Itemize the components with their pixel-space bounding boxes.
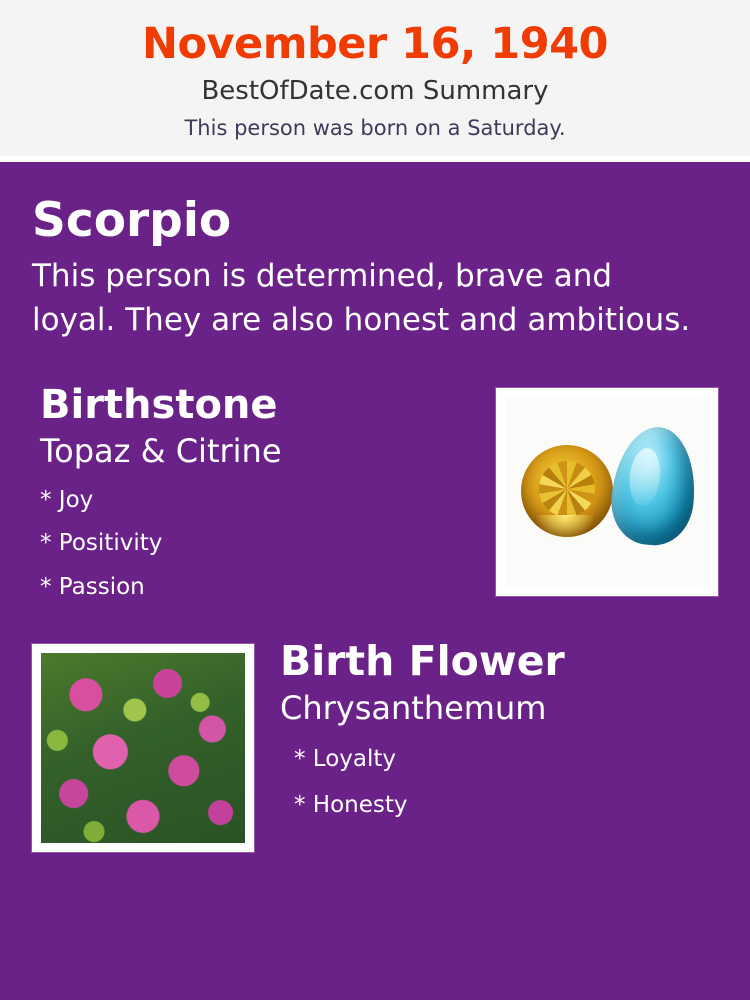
birthstone-text (32, 381, 496, 600)
birth-flower-photo-frame (32, 644, 254, 852)
birthstone-photo-frame (496, 388, 718, 596)
birth-flower-title: Birth Flower (280, 636, 565, 685)
birthstone-gems-icon (505, 397, 709, 587)
header (0, 0, 750, 156)
birthstone-trait: * Passion (40, 573, 145, 600)
site-subtitle: BestOfDate.com Summary (201, 76, 549, 107)
main-content (0, 162, 750, 1000)
chrysanthemum-flower-icon (41, 653, 245, 843)
born-day-text: This person was born on a Saturday. (184, 116, 566, 141)
birthstone-trait: * Positivity (40, 530, 163, 557)
birthstone-title: Birthstone (40, 381, 278, 428)
birthstone-names: Topaz & Citrine (40, 431, 282, 470)
zodiac-sign-name: Scorpio (32, 193, 232, 249)
citrine-gem-icon (521, 445, 613, 537)
birth-flower-section (32, 636, 718, 852)
birthstone-section (32, 381, 718, 600)
topaz-gem-icon (607, 423, 701, 549)
birth-flower-trait: * Honesty (294, 791, 408, 818)
birthstone-trait: * Joy (40, 486, 94, 513)
birth-flower-trait: * Loyalty (294, 746, 397, 773)
birth-flower-name: Chrysanthemum (280, 688, 547, 727)
page-title: November 16, 1940 (142, 19, 608, 69)
zodiac-description: This person is determined, brave and loyal. They are also honest and ambitious. (32, 257, 691, 338)
birth-flower-text (254, 636, 718, 818)
